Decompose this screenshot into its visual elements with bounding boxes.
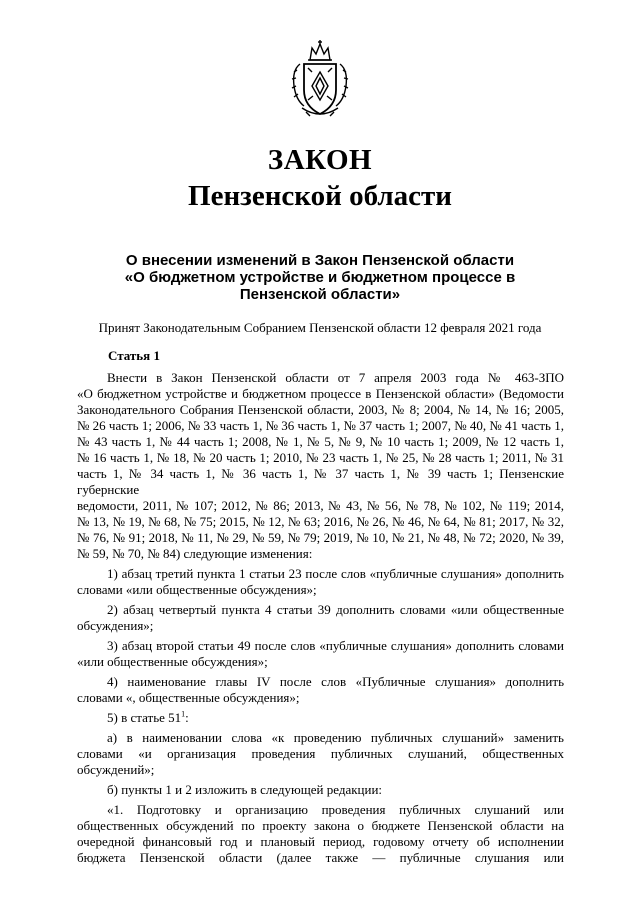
subject-line: О внесении изменений в Закон Пензенской области [125,252,515,269]
text-line: 3) абзац второй статьи 49 после слов «публичные слушания» дополнить словами [107,638,564,653]
text-line: 2) абзац четвертый пункта 4 статьи 39 дополнить словами «или общественные [107,602,564,617]
text-line: словами «или общественные обсуждения»; [77,582,317,597]
text-line: обсуждений»; [77,762,155,777]
text-line: 4) наименование главы IV после слов «Публичные слушания» дополнить [107,674,564,689]
text-line: часть 1, № 34 часть 1, № 36 часть 1, № 37 часть 1, № 39 часть 1; Пензенские губернские [77,466,564,497]
text-line: «1. Подготовку и организацию проведения публичных слушаний или [107,802,564,817]
law-subject [100,252,540,303]
text-line: № 16 часть 1, № 18, № 20 часть 1; 2010, № 23 часть 1, № 25, № 28 часть 1; 2011, № 31 [77,450,564,465]
amendment-sub-b: б) пункты 1 и 2 изложить в следующей редакции: [107,782,383,797]
text-line: 1) абзац третий пункта 1 статьи 23 после слов «публичные слушания» дополнить [107,566,564,581]
text-line: № 59, № 70, № 84) следующие изменения: [77,546,313,561]
subject-line: Пензенской области» [239,286,401,303]
text-line: Внести в Закон Пензенской области от 7 апреля 2003 года № 463-ЗПО [107,370,564,385]
amendment-item-5 [77,710,564,726]
text-line: а) в наименовании слова «к проведению публичных слушаний» заменить [107,730,564,745]
text-line: очередной финансовый год и плановый период, годовому отчету об исполнении [77,834,564,849]
article-body [77,370,564,866]
text-line: № 13, № 19, № 68, № 75; 2015, № 12, № 63; 2016, № 26, № 46, № 64, № 81; 2017, № 32, [77,514,564,529]
text-line: ведомости, 2011, № 107; 2012, № 86; 2013, № 43, № 56, № 78, № 102, № 119; 2014, [77,498,564,513]
text-line: общественных обсуждений по проекту закона о бюджете Пензенской области на [77,818,564,833]
law-title: ЗАКОН [267,144,373,176]
subject-line: «О бюджетном устройстве и бюджетном процессе в [124,269,516,286]
text-line: Законодательного Собрания Пензенской области, 2003, № 8; 2004, № 14, № 16; 2005, [77,402,564,417]
text-line: № 26 часть 1; 2006, № 33 часть 1, № 36 часть 1, № 37 часть 1; 2007, № 40, № 41 часть 1, [77,418,564,433]
amendment-item-3 [77,638,564,670]
amendment-item-4 [77,674,564,706]
law-region: Пензенской области [188,180,452,212]
text-line: обсуждения»; [77,618,154,633]
text-line: словами «, общественные обсуждения»; [77,690,300,705]
quoted-new-text [77,802,564,866]
penza-coat-of-arms-icon [288,40,352,122]
text-line: № 76, № 91; 2018, № 11, № 29, № 59, № 79; 2019, № 10, № 21, № 48, № 72; 2020, № 39, [77,530,564,545]
item-5-superscript: 1 [181,709,186,719]
adoption-note: Принят Законодательным Собранием Пензенской области 12 февраля 2021 года [98,320,542,335]
amendment-item-2 [77,602,564,634]
article-intro [77,370,564,562]
amendment-sub-a [77,730,564,778]
text-line: № 43 часть 1, № 44 часть 1; 2008, № 1, № 5, № 9, № 10 часть 1; 2009, № 12 часть 1, [77,434,564,449]
text-line: бюджета Пензенской области (далее также — публичные слушания или [77,850,564,865]
text-line: словами «и организация проведения публичных слушаний, общественных [77,746,564,761]
item-5-text: 5) в статье 51 [107,710,182,725]
article-heading: Статья 1 [108,348,160,363]
text-line: «О бюджетном устройстве и бюджетном процессе в Пензенской области» (Ведомости [77,386,564,401]
item-5-colon: : [185,710,189,725]
amendment-item-1 [77,566,564,598]
text-line: «или общественные обсуждения»; [77,654,268,669]
